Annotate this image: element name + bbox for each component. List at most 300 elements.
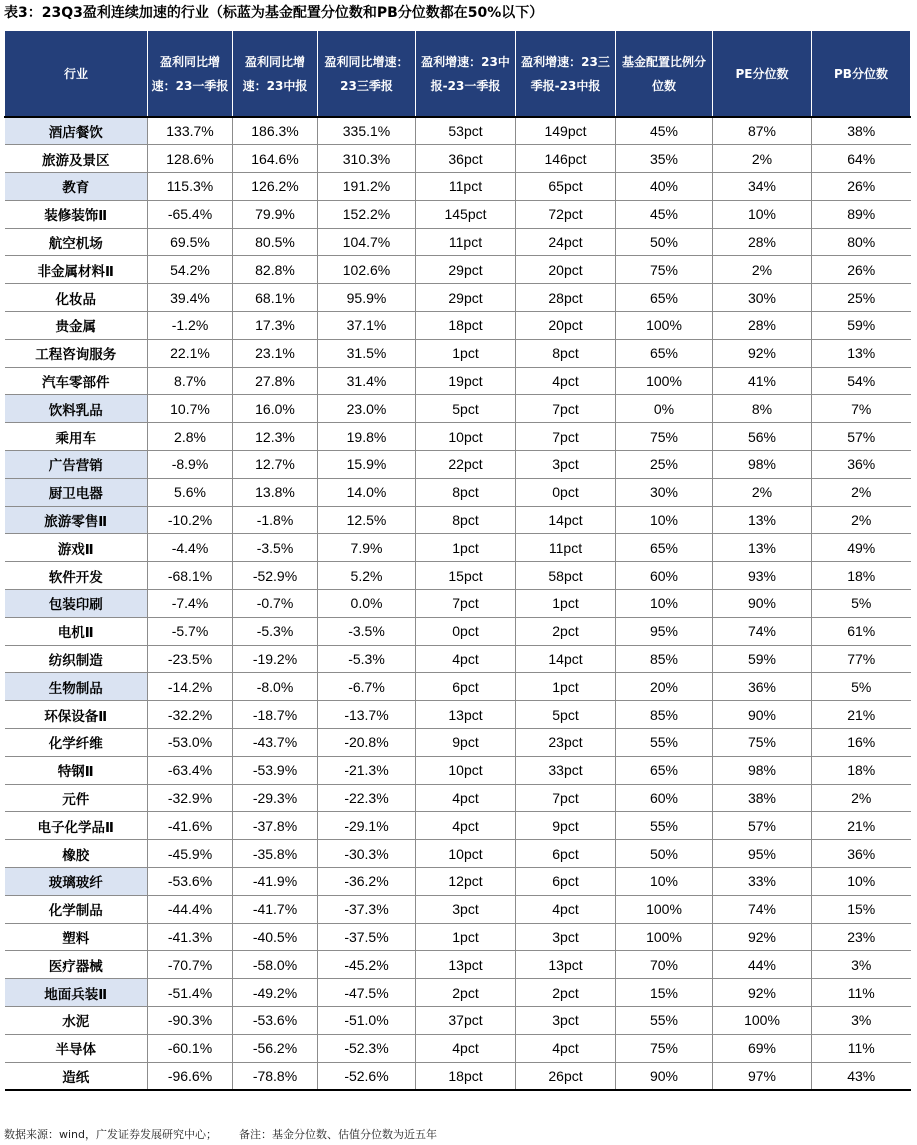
cell-industry: 汽车零部件	[5, 367, 148, 395]
cell-pe-percentile: 13%	[713, 506, 812, 534]
cell-industry: 水泥	[5, 1007, 148, 1035]
table-row	[5, 451, 911, 479]
cell-h1-growth: -37.8%	[233, 812, 318, 840]
cell-h1-growth: 13.8%	[233, 478, 318, 506]
table-row	[5, 673, 911, 701]
cell-q3-minus-h1: 8pct	[516, 339, 616, 367]
cell-q1-growth: 8.7%	[148, 367, 233, 395]
cell-h1-minus-q1: 4pct	[416, 812, 516, 840]
cell-h1-minus-q1: 15pct	[416, 562, 516, 590]
cell-q3-minus-h1: 7pct	[516, 423, 616, 451]
cell-q1-growth: 10.7%	[148, 395, 233, 423]
cell-industry: 包装印刷	[5, 590, 148, 618]
cell-pe-percentile: 92%	[713, 339, 812, 367]
cell-h1-minus-q1: 53pct	[416, 117, 516, 145]
cell-pb-percentile: 5%	[812, 590, 911, 618]
cell-h1-minus-q1: 4pct	[416, 1034, 516, 1062]
cell-h1-growth: -1.8%	[233, 506, 318, 534]
cell-pb-percentile: 38%	[812, 117, 911, 145]
table-row	[5, 200, 911, 228]
cell-pb-percentile: 11%	[812, 1034, 911, 1062]
cell-fund-allocation: 0%	[616, 395, 713, 423]
header-h1-minus-q1: 盈利增速：23中报-23一季报	[416, 31, 516, 118]
cell-h1-growth: -8.0%	[233, 673, 318, 701]
cell-pb-percentile: 15%	[812, 895, 911, 923]
cell-q1-growth: -1.2%	[148, 312, 233, 340]
cell-h1-growth: -43.7%	[233, 729, 318, 757]
cell-q1-growth: -41.6%	[148, 812, 233, 840]
cell-industry: 装修装饰Ⅱ	[5, 200, 148, 228]
cell-q3-growth: 104.7%	[318, 228, 416, 256]
cell-q1-growth: 22.1%	[148, 339, 233, 367]
cell-h1-growth: 12.3%	[233, 423, 318, 451]
table-header-row	[5, 31, 911, 118]
cell-q3-minus-h1: 14pct	[516, 645, 616, 673]
cell-q3-growth: 152.2%	[318, 200, 416, 228]
cell-industry: 橡胶	[5, 840, 148, 868]
cell-h1-growth: 164.6%	[233, 145, 318, 173]
cell-q3-growth: -51.0%	[318, 1007, 416, 1035]
cell-h1-minus-q1: 9pct	[416, 729, 516, 757]
cell-industry: 非金属材料Ⅱ	[5, 256, 148, 284]
cell-q3-growth: 15.9%	[318, 451, 416, 479]
cell-fund-allocation: 100%	[616, 895, 713, 923]
cell-q3-minus-h1: 6pct	[516, 868, 616, 896]
cell-pe-percentile: 69%	[713, 1034, 812, 1062]
cell-pe-percentile: 2%	[713, 145, 812, 173]
cell-pe-percentile: 92%	[713, 923, 812, 951]
cell-pe-percentile: 98%	[713, 451, 812, 479]
cell-h1-growth: 79.9%	[233, 200, 318, 228]
cell-industry: 玻璃玻纤	[5, 868, 148, 896]
cell-h1-minus-q1: 11pct	[416, 228, 516, 256]
cell-pb-percentile: 89%	[812, 200, 911, 228]
cell-fund-allocation: 85%	[616, 701, 713, 729]
cell-industry: 软件开发	[5, 562, 148, 590]
cell-fund-allocation: 70%	[616, 951, 713, 979]
cell-h1-growth: 12.7%	[233, 451, 318, 479]
cell-pb-percentile: 11%	[812, 979, 911, 1007]
table-row	[5, 534, 911, 562]
cell-q3-growth: -36.2%	[318, 868, 416, 896]
cell-pb-percentile: 61%	[812, 617, 911, 645]
cell-fund-allocation: 20%	[616, 673, 713, 701]
cell-q3-growth: 310.3%	[318, 145, 416, 173]
table-row	[5, 645, 911, 673]
table-row	[5, 840, 911, 868]
cell-fund-allocation: 50%	[616, 840, 713, 868]
cell-q1-growth: -4.4%	[148, 534, 233, 562]
cell-pb-percentile: 36%	[812, 840, 911, 868]
cell-q3-growth: 7.9%	[318, 534, 416, 562]
cell-q3-growth: -13.7%	[318, 701, 416, 729]
cell-q1-growth: -51.4%	[148, 979, 233, 1007]
cell-h1-growth: -56.2%	[233, 1034, 318, 1062]
cell-pe-percentile: 56%	[713, 423, 812, 451]
cell-pb-percentile: 3%	[812, 1007, 911, 1035]
table-row	[5, 951, 911, 979]
cell-pe-percentile: 38%	[713, 784, 812, 812]
cell-pe-percentile: 93%	[713, 562, 812, 590]
footer	[4, 1126, 909, 1144]
cell-pe-percentile: 90%	[713, 701, 812, 729]
table-row	[5, 590, 911, 618]
cell-h1-minus-q1: 18pct	[416, 1062, 516, 1090]
cell-h1-growth: 126.2%	[233, 173, 318, 201]
cell-q1-growth: 5.6%	[148, 478, 233, 506]
cell-fund-allocation: 10%	[616, 590, 713, 618]
cell-q3-growth: -52.3%	[318, 1034, 416, 1062]
cell-industry: 教育	[5, 173, 148, 201]
cell-q3-minus-h1: 65pct	[516, 173, 616, 201]
cell-q3-minus-h1: 24pct	[516, 228, 616, 256]
cell-pe-percentile: 74%	[713, 617, 812, 645]
cell-pb-percentile: 43%	[812, 1062, 911, 1090]
cell-pe-percentile: 97%	[713, 1062, 812, 1090]
cell-h1-minus-q1: 19pct	[416, 367, 516, 395]
cell-pb-percentile: 3%	[812, 951, 911, 979]
industry-table	[4, 30, 911, 1091]
cell-q3-growth: -30.3%	[318, 840, 416, 868]
cell-pb-percentile: 57%	[812, 423, 911, 451]
cell-fund-allocation: 75%	[616, 256, 713, 284]
cell-q3-minus-h1: 3pct	[516, 1007, 616, 1035]
table-row	[5, 284, 911, 312]
cell-q1-growth: -68.1%	[148, 562, 233, 590]
cell-q3-minus-h1: 6pct	[516, 840, 616, 868]
cell-h1-minus-q1: 18pct	[416, 312, 516, 340]
cell-industry: 厨卫电器	[5, 478, 148, 506]
cell-q3-growth: 31.4%	[318, 367, 416, 395]
cell-q3-minus-h1: 20pct	[516, 256, 616, 284]
cell-q3-growth: -21.3%	[318, 756, 416, 784]
table-row	[5, 868, 911, 896]
cell-pb-percentile: 26%	[812, 173, 911, 201]
cell-q1-growth: 39.4%	[148, 284, 233, 312]
cell-q1-growth: -7.4%	[148, 590, 233, 618]
cell-q3-growth: -20.8%	[318, 729, 416, 757]
cell-industry: 化妆品	[5, 284, 148, 312]
cell-fund-allocation: 85%	[616, 645, 713, 673]
cell-q3-growth: 95.9%	[318, 284, 416, 312]
cell-h1-minus-q1: 4pct	[416, 645, 516, 673]
cell-pb-percentile: 21%	[812, 701, 911, 729]
cell-q1-growth: -63.4%	[148, 756, 233, 784]
table-row	[5, 923, 911, 951]
table-row	[5, 729, 911, 757]
cell-q3-growth: -5.3%	[318, 645, 416, 673]
cell-q1-growth: -32.2%	[148, 701, 233, 729]
cell-industry: 塑料	[5, 923, 148, 951]
cell-h1-growth: -29.3%	[233, 784, 318, 812]
cell-h1-minus-q1: 12pct	[416, 868, 516, 896]
cell-pe-percentile: 59%	[713, 645, 812, 673]
footer-note: 备注：基金分位数、估值分位数为近五年	[239, 1128, 438, 1141]
cell-q1-growth: -5.7%	[148, 617, 233, 645]
cell-industry: 造纸	[5, 1062, 148, 1090]
cell-h1-minus-q1: 5pct	[416, 395, 516, 423]
cell-q3-minus-h1: 7pct	[516, 784, 616, 812]
cell-h1-growth: -3.5%	[233, 534, 318, 562]
cell-h1-growth: 16.0%	[233, 395, 318, 423]
cell-pb-percentile: 10%	[812, 868, 911, 896]
cell-q3-minus-h1: 33pct	[516, 756, 616, 784]
cell-industry: 饮料乳品	[5, 395, 148, 423]
cell-fund-allocation: 100%	[616, 367, 713, 395]
cell-q3-growth: 31.5%	[318, 339, 416, 367]
cell-pe-percentile: 2%	[713, 478, 812, 506]
cell-fund-allocation: 65%	[616, 534, 713, 562]
cell-q3-growth: -47.5%	[318, 979, 416, 1007]
cell-fund-allocation: 100%	[616, 923, 713, 951]
cell-pb-percentile: 36%	[812, 451, 911, 479]
cell-q3-growth: 335.1%	[318, 117, 416, 145]
cell-h1-growth: 68.1%	[233, 284, 318, 312]
cell-fund-allocation: 35%	[616, 145, 713, 173]
cell-h1-growth: 17.3%	[233, 312, 318, 340]
table-row	[5, 756, 911, 784]
cell-h1-minus-q1: 13pct	[416, 951, 516, 979]
cell-q1-growth: -44.4%	[148, 895, 233, 923]
cell-q3-minus-h1: 2pct	[516, 979, 616, 1007]
cell-pb-percentile: 59%	[812, 312, 911, 340]
cell-q1-growth: 128.6%	[148, 145, 233, 173]
cell-industry: 乘用车	[5, 423, 148, 451]
table-row	[5, 1062, 911, 1090]
cell-industry: 生物制品	[5, 673, 148, 701]
cell-pb-percentile: 2%	[812, 506, 911, 534]
cell-q3-growth: -3.5%	[318, 617, 416, 645]
cell-pe-percentile: 75%	[713, 729, 812, 757]
cell-pe-percentile: 34%	[713, 173, 812, 201]
cell-fund-allocation: 75%	[616, 1034, 713, 1062]
cell-industry: 医疗器械	[5, 951, 148, 979]
cell-q3-growth: -45.2%	[318, 951, 416, 979]
cell-h1-minus-q1: 1pct	[416, 339, 516, 367]
cell-fund-allocation: 10%	[616, 506, 713, 534]
cell-industry: 旅游及景区	[5, 145, 148, 173]
cell-pe-percentile: 28%	[713, 312, 812, 340]
cell-h1-growth: -40.5%	[233, 923, 318, 951]
cell-pb-percentile: 13%	[812, 339, 911, 367]
cell-q3-growth: 0.0%	[318, 590, 416, 618]
cell-fund-allocation: 60%	[616, 784, 713, 812]
cell-h1-minus-q1: 8pct	[416, 478, 516, 506]
table-row	[5, 562, 911, 590]
cell-q1-growth: 133.7%	[148, 117, 233, 145]
cell-fund-allocation: 30%	[616, 478, 713, 506]
header-h1-growth: 盈利同比增速：23中报	[233, 31, 318, 118]
cell-fund-allocation: 100%	[616, 312, 713, 340]
cell-fund-allocation: 45%	[616, 200, 713, 228]
cell-industry: 广告营销	[5, 451, 148, 479]
cell-fund-allocation: 10%	[616, 868, 713, 896]
cell-q3-growth: 12.5%	[318, 506, 416, 534]
cell-q1-growth: -53.0%	[148, 729, 233, 757]
cell-fund-allocation: 55%	[616, 729, 713, 757]
table-row	[5, 1034, 911, 1062]
cell-h1-growth: 27.8%	[233, 367, 318, 395]
cell-industry: 纺织制造	[5, 645, 148, 673]
table-row	[5, 339, 911, 367]
cell-pe-percentile: 98%	[713, 756, 812, 784]
cell-pe-percentile: 8%	[713, 395, 812, 423]
table-row	[5, 367, 911, 395]
cell-q3-minus-h1: 28pct	[516, 284, 616, 312]
table-row	[5, 617, 911, 645]
header-q3-growth: 盈利同比增速：23三季报	[318, 31, 416, 118]
table-row	[5, 312, 911, 340]
table-title: 表3：23Q3盈利连续加速的行业（标蓝为基金配置分位数和PB分位数都在50%以下）	[4, 5, 544, 21]
cell-industry: 化学制品	[5, 895, 148, 923]
table-row	[5, 117, 911, 145]
cell-q1-growth: -53.6%	[148, 868, 233, 896]
cell-h1-minus-q1: 37pct	[416, 1007, 516, 1035]
cell-q1-growth: -10.2%	[148, 506, 233, 534]
cell-q3-growth: -29.1%	[318, 812, 416, 840]
cell-industry: 贵金属	[5, 312, 148, 340]
table-row	[5, 478, 911, 506]
cell-q3-minus-h1: 4pct	[516, 367, 616, 395]
cell-industry: 电子化学品Ⅱ	[5, 812, 148, 840]
cell-q3-growth: 23.0%	[318, 395, 416, 423]
cell-q3-minus-h1: 3pct	[516, 923, 616, 951]
table-row	[5, 173, 911, 201]
header-fund-allocation-percentile: 基金配置比例分位数	[616, 31, 713, 118]
cell-h1-growth: -49.2%	[233, 979, 318, 1007]
cell-industry: 环保设备Ⅱ	[5, 701, 148, 729]
cell-h1-minus-q1: 0pct	[416, 617, 516, 645]
cell-h1-growth: -41.9%	[233, 868, 318, 896]
cell-q3-minus-h1: 58pct	[516, 562, 616, 590]
cell-pb-percentile: 26%	[812, 256, 911, 284]
cell-pe-percentile: 90%	[713, 590, 812, 618]
cell-q3-minus-h1: 0pct	[516, 478, 616, 506]
cell-h1-growth: -58.0%	[233, 951, 318, 979]
cell-pb-percentile: 2%	[812, 478, 911, 506]
cell-q3-minus-h1: 5pct	[516, 701, 616, 729]
cell-pe-percentile: 28%	[713, 228, 812, 256]
cell-industry: 化学纤维	[5, 729, 148, 757]
cell-pe-percentile: 95%	[713, 840, 812, 868]
cell-industry: 特钢Ⅱ	[5, 756, 148, 784]
cell-pb-percentile: 77%	[812, 645, 911, 673]
cell-q3-minus-h1: 2pct	[516, 617, 616, 645]
cell-h1-minus-q1: 13pct	[416, 701, 516, 729]
cell-q1-growth: -14.2%	[148, 673, 233, 701]
cell-pb-percentile: 54%	[812, 367, 911, 395]
table-row	[5, 979, 911, 1007]
table-row	[5, 228, 911, 256]
cell-industry: 半导体	[5, 1034, 148, 1062]
cell-industry: 旅游零售Ⅱ	[5, 506, 148, 534]
cell-fund-allocation: 65%	[616, 284, 713, 312]
cell-q1-growth: -60.1%	[148, 1034, 233, 1062]
cell-q3-minus-h1: 11pct	[516, 534, 616, 562]
cell-fund-allocation: 60%	[616, 562, 713, 590]
cell-h1-growth: -53.6%	[233, 1007, 318, 1035]
cell-pe-percentile: 10%	[713, 200, 812, 228]
cell-h1-minus-q1: 29pct	[416, 284, 516, 312]
cell-q3-minus-h1: 146pct	[516, 145, 616, 173]
cell-pb-percentile: 49%	[812, 534, 911, 562]
cell-h1-growth: -5.3%	[233, 617, 318, 645]
cell-industry: 电机Ⅱ	[5, 617, 148, 645]
cell-pe-percentile: 74%	[713, 895, 812, 923]
cell-fund-allocation: 45%	[616, 117, 713, 145]
cell-pb-percentile: 25%	[812, 284, 911, 312]
cell-h1-minus-q1: 10pct	[416, 423, 516, 451]
cell-h1-minus-q1: 145pct	[416, 200, 516, 228]
cell-q3-minus-h1: 4pct	[516, 1034, 616, 1062]
cell-pb-percentile: 5%	[812, 673, 911, 701]
cell-pe-percentile: 100%	[713, 1007, 812, 1035]
cell-h1-minus-q1: 7pct	[416, 590, 516, 618]
cell-q3-growth: 19.8%	[318, 423, 416, 451]
cell-h1-growth: 82.8%	[233, 256, 318, 284]
cell-q1-growth: -96.6%	[148, 1062, 233, 1090]
cell-q3-growth: 37.1%	[318, 312, 416, 340]
cell-h1-growth: -35.8%	[233, 840, 318, 868]
cell-q1-growth: -23.5%	[148, 645, 233, 673]
cell-pe-percentile: 92%	[713, 979, 812, 1007]
cell-q3-growth: -37.5%	[318, 923, 416, 951]
cell-q3-minus-h1: 149pct	[516, 117, 616, 145]
cell-q3-minus-h1: 23pct	[516, 729, 616, 757]
cell-pe-percentile: 41%	[713, 367, 812, 395]
table-row	[5, 701, 911, 729]
cell-h1-minus-q1: 8pct	[416, 506, 516, 534]
cell-fund-allocation: 25%	[616, 451, 713, 479]
cell-pb-percentile: 16%	[812, 729, 911, 757]
cell-h1-growth: -0.7%	[233, 590, 318, 618]
cell-h1-growth: -78.8%	[233, 1062, 318, 1090]
header-pe-percentile: PE分位数	[713, 31, 812, 118]
cell-q3-growth: -22.3%	[318, 784, 416, 812]
cell-pe-percentile: 87%	[713, 117, 812, 145]
cell-q1-growth: 54.2%	[148, 256, 233, 284]
cell-fund-allocation: 50%	[616, 228, 713, 256]
cell-h1-minus-q1: 10pct	[416, 840, 516, 868]
cell-pe-percentile: 57%	[713, 812, 812, 840]
cell-pb-percentile: 21%	[812, 812, 911, 840]
cell-q3-minus-h1: 14pct	[516, 506, 616, 534]
cell-pb-percentile: 7%	[812, 395, 911, 423]
cell-q3-growth: 102.6%	[318, 256, 416, 284]
cell-q3-minus-h1: 26pct	[516, 1062, 616, 1090]
cell-q3-minus-h1: 72pct	[516, 200, 616, 228]
table-row	[5, 895, 911, 923]
cell-h1-minus-q1: 1pct	[416, 923, 516, 951]
table-row	[5, 256, 911, 284]
cell-pb-percentile: 2%	[812, 784, 911, 812]
cell-h1-growth: -53.9%	[233, 756, 318, 784]
cell-h1-minus-q1: 11pct	[416, 173, 516, 201]
cell-fund-allocation: 90%	[616, 1062, 713, 1090]
cell-pe-percentile: 44%	[713, 951, 812, 979]
cell-q3-growth: -6.7%	[318, 673, 416, 701]
cell-h1-minus-q1: 4pct	[416, 784, 516, 812]
table-row	[5, 1007, 911, 1035]
cell-fund-allocation: 55%	[616, 1007, 713, 1035]
cell-pe-percentile: 33%	[713, 868, 812, 896]
cell-q1-growth: 115.3%	[148, 173, 233, 201]
cell-q3-minus-h1: 3pct	[516, 451, 616, 479]
cell-pe-percentile: 2%	[713, 256, 812, 284]
cell-q3-minus-h1: 7pct	[516, 395, 616, 423]
cell-q1-growth: -90.3%	[148, 1007, 233, 1035]
cell-fund-allocation: 65%	[616, 339, 713, 367]
